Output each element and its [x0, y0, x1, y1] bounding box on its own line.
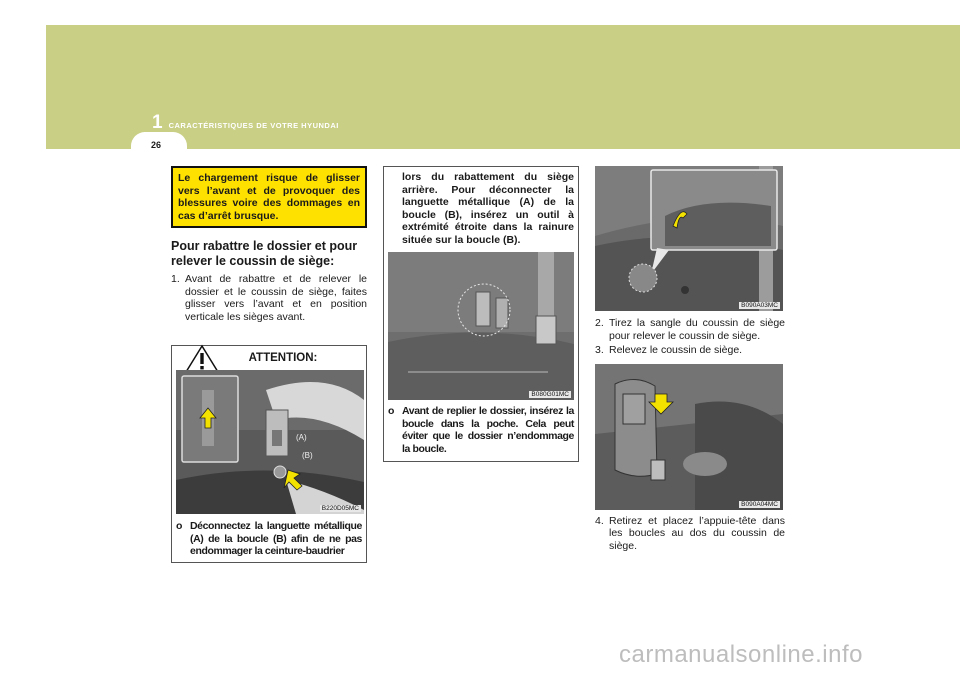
- column-1: [171, 166, 367, 563]
- chapter-header: [152, 112, 339, 134]
- warning-box: Le chargement risque de glisser vers l’avant et de provoquer des blessures voire des dommages en cas d’arrêt brusque.: [171, 166, 367, 228]
- step-number: 1.: [171, 273, 180, 285]
- step-text: Tirez la sangle du coussin de siège pour relever le coussin de siège.: [609, 317, 785, 342]
- attention-bullet: [176, 520, 362, 558]
- column-2: [383, 166, 579, 462]
- image-code: B090A04MC: [741, 500, 778, 508]
- step-text: Avant de rabattre et de relever le dossier et le coussin de siège, faites glisser vers l’avant et en position verticale les sièges avant.: [185, 273, 367, 323]
- attention-continued-box: [383, 166, 579, 462]
- step-number: 3.: [595, 344, 604, 356]
- step-2: [595, 317, 785, 342]
- image-code: B220D05MC: [321, 505, 359, 512]
- step-number: 2.: [595, 317, 604, 329]
- chapter-number: 1: [152, 112, 163, 133]
- step-1: [171, 273, 367, 323]
- section-heading: Pour rabattre le dossier et pour relever le coussin de siège:: [171, 239, 358, 268]
- step-4: [595, 515, 785, 553]
- continued-text: lors du rabattement du siège arrière. Pour déconnecter la languette métallique (A) de la boucle (B), insérez un outil à extrémité étroite dans la rainure située sur la boucle (B).: [402, 171, 574, 246]
- seat-cushion-strap-photo: [595, 166, 783, 311]
- step-number: 4.: [595, 514, 604, 527]
- step-3: [595, 344, 785, 357]
- column-3: [595, 166, 785, 552]
- chapter-title: CARACTÉRISTIQUES DE VOTRE HYUNDAI: [168, 121, 339, 130]
- image-code: B090A03MC: [741, 302, 778, 309]
- seatbelt-buckle-photo: [176, 370, 364, 514]
- label-a: (A): [296, 433, 307, 442]
- label-b: (B): [302, 451, 313, 460]
- bullet-marker: o: [176, 520, 183, 532]
- headrest-placement-photo: [595, 364, 783, 510]
- bullet-marker: o: [388, 405, 395, 417]
- page-number: 26: [151, 140, 162, 150]
- step-text: Retirez et placez l’appuie-tête dans les boucles au dos du coussin de siège.: [609, 514, 785, 552]
- bullet-text: Avant de replier le dossier, insérez la boucle dans la poche. Cela peut éviter que le dossier n’endommage la boucle.: [402, 405, 574, 455]
- buckle-pocket-bullet: [388, 405, 574, 455]
- image-code: B080G01MC: [531, 391, 569, 398]
- attention-box: [171, 345, 367, 563]
- rear-seat-buckle-photo: [388, 252, 574, 400]
- step-text: Relevez le coussin de siège.: [609, 344, 743, 356]
- watermark: carmanualsonline.info: [619, 641, 863, 668]
- bullet-text: Déconnectez la languette métallique (A) de la boucle (B) afin de ne pas endommager la ceinture-baudrier: [190, 520, 362, 557]
- attention-title: ATTENTION:: [248, 352, 318, 364]
